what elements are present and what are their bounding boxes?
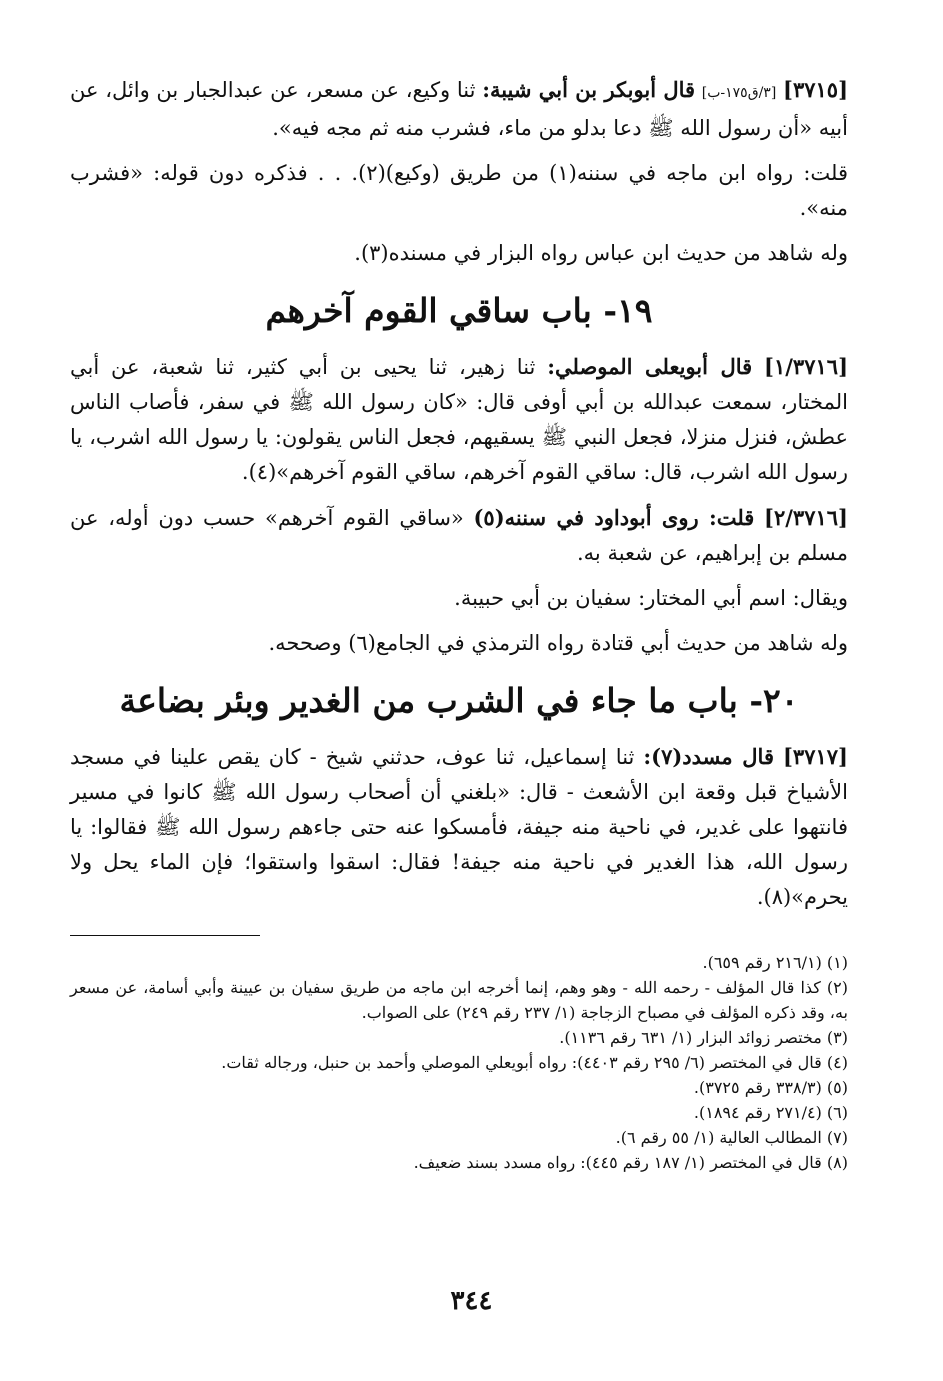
- footnote-divider: [70, 935, 260, 936]
- book-page: [70, 72, 848, 1175]
- page-number: ٣٤٤: [450, 1286, 493, 1316]
- commentary-3716-b: وله شاهد من حديث أبي قتادة رواه الترمذي في الجامع(٦) وصححه.: [268, 631, 848, 655]
- hadith-text: «ساقي القوم آخرهم» حسب دون أوله، عن مسلم بن إبراهيم، عن شعبة به.: [70, 506, 848, 565]
- commentary-3715: قلت: رواه ابن ماجه في سننه(١) من طريق (وكيع)(٢). . . فذكره دون قوله: «فشرب منه».: [70, 161, 849, 220]
- hadith-3716-2: [70, 500, 848, 571]
- chapter-heading-19: ١٩- باب ساقي القوم آخرهم: [265, 291, 653, 330]
- hadith-text: ثنا زهير، ثنا يحيى بن أبي كثير، ثنا شعبة، عن أبي المختار، سمعت عبدالله بن أبي أوفى قال: «كان رسول الله ﷺ في سفر، فأصاب الناس عطش، فنزل منزلا، فجعل النبي ﷺ يسقيهم، فجعل الناس يقولون: يا رسول الله اشرب، يا رسول الله اشرب، قال: ساقي القوم آخرهم، ساقي القوم آخرهم»(٤).: [70, 355, 848, 484]
- footnote-3: (٣) مختصر زوائد البزار (١/ ٦٣١ رقم ١١٣٦).: [559, 1028, 848, 1047]
- footnote-4: (٤) قال في المختصر (٦/ ٢٩٥ رقم ٤٤٠٣): رواه أبويعلي الموصلي وأحمد بن حنبل، ورجاله ثقات.: [221, 1053, 848, 1072]
- hadith-lead: قال أبويعلى الموصلي:: [547, 354, 753, 379]
- hadith-number: [٣٧١٧]: [782, 744, 848, 769]
- hadith-number: [٢/٣٧١٦]: [764, 505, 848, 530]
- hadith-number: [١/٣٧١٦]: [764, 354, 848, 379]
- hadith-text: ثنا إسماعيل، ثنا عوف، حدثني شيخ - كان يقص علينا في مسجد الأشياخ قبل وقعة ابن الأشعث - قال: «بلغني أن أصحاب رسول الله ﷺ كانوا في مسير فانتهوا على غدير، في ناحية منه جيفة، فأمسكوا عنه حتى جاءهم رسول الله ﷺ فقالوا: يا رسول الله، هذا الغدير في ناحية منه جيفة! فقال: اسقوا واستقوا؛ فإن الماء يحل ولا يحرم»(٨).: [70, 745, 848, 909]
- footnote-6: (٦) (٢٧١/٤ رقم ١٨٩٤).: [693, 1103, 848, 1122]
- hadith-3717: [70, 739, 848, 915]
- footnote-5: (٥) (٣٣٨/٣ رقم ٣٧٢٥).: [693, 1078, 848, 1097]
- hadith-number: [٣٧١٥]: [783, 77, 848, 102]
- hadith-lead: قلت: روى أبوداود في سننه(٥): [473, 505, 755, 530]
- hadith-3716-1: [70, 349, 848, 490]
- footnote-8: (٨) قال في المختصر (١/ ١٨٧ رقم ٤٤٥): رواه مسدد بسند ضعيف.: [413, 1153, 848, 1172]
- footnote-1: (١) (٢١٦/١ رقم ٦٥٩).: [702, 953, 848, 972]
- witness-3715: وله شاهد من حديث ابن عباس رواه البزار في مسنده(٣).: [354, 241, 848, 265]
- hadith-lead: قال مسدد(٧):: [643, 744, 774, 769]
- chapter-heading-20: ٢٠- باب ما جاء في الشرب من الغدير وبئر بضاعة: [119, 681, 799, 720]
- footnotes: [70, 950, 848, 1175]
- footnote-7: (٧) المطالب العالية (١/ ٥٥ رقم ٦).: [615, 1128, 848, 1147]
- footnote-2: (٢) كذا قال المؤلف - رحمه الله - وهو وهم، إنما أخرجه ابن ماجه من طريق سفيان بن عيينة وأبي أسامة، عن مسعر به، وقد ذكره المؤلف في مصباح الزجاجة (١/ ٢٣٧ رقم ٢٤٩) على الصواب.: [70, 978, 848, 1022]
- commentary-3716-a: ويقال: اسم أبي المختار: سفيان بن أبي حبيبة.: [454, 586, 848, 610]
- hadith-lead: قال أبوبكر بن أبي شيبة:: [482, 77, 696, 102]
- manuscript-ref: [٣/ق١٧٥-ب]: [701, 85, 777, 101]
- hadith-3715: [70, 72, 848, 146]
- hadith-text: ثنا وكيع، عن مسعر، عن عبدالجبار بن وائل، عن أبيه «أن رسول الله ﷺ دعا بدلو من ماء، فشرب منه ثم مجه فيه».: [70, 78, 848, 140]
